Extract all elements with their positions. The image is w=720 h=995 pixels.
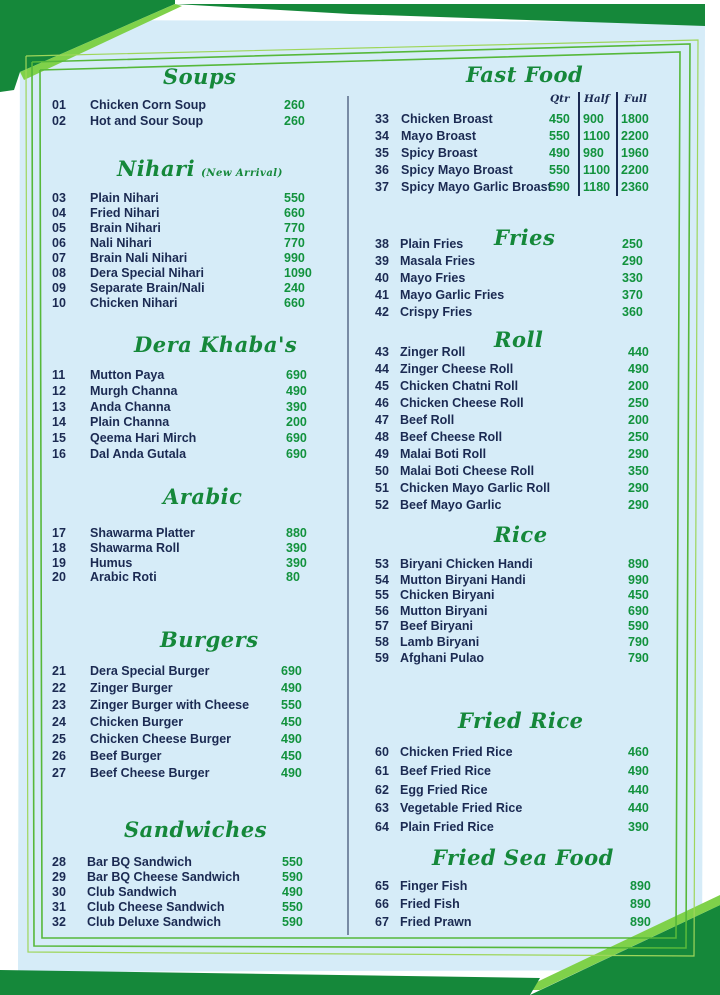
menu-item	[0, 635, 720, 651]
menu-item	[0, 254, 720, 270]
item-name: Chicken Mayo Garlic Roll	[400, 481, 551, 495]
item-number: 15	[52, 431, 66, 446]
price-column-header: Full	[624, 93, 647, 105]
item-number: 30	[52, 885, 66, 899]
item-price-half: 1100	[583, 163, 611, 177]
item-number: 44	[375, 362, 389, 376]
item-price: 890	[630, 879, 651, 893]
item-price: 390	[286, 399, 307, 414]
item-name: Chicken Nihari	[90, 296, 178, 310]
item-name: Hot and Sour Soup	[90, 113, 204, 128]
item-price: 550	[282, 900, 303, 914]
item-price: 290	[628, 447, 649, 461]
item-price: 260	[284, 98, 305, 112]
item-price: 490	[281, 766, 302, 780]
menu-item	[0, 915, 720, 931]
item-price: 440	[628, 782, 649, 797]
item-name: Plain Fries	[400, 237, 464, 251]
item-price-half: 980	[583, 146, 604, 160]
item-number: 27	[52, 766, 66, 780]
item-price-half: 1100	[583, 129, 611, 143]
menu-item	[0, 413, 720, 429]
menu-item	[0, 619, 720, 635]
item-price: 990	[284, 251, 305, 265]
item-name: Chicken Chatni Roll	[400, 379, 519, 393]
item-number: 54	[375, 572, 389, 587]
item-number: 20	[52, 570, 66, 585]
item-number: 16	[52, 447, 66, 461]
item-name: Plain Fried Rice	[400, 820, 494, 835]
item-price: 660	[284, 206, 305, 220]
section-heading-title: Fried Sea Food	[432, 845, 614, 870]
item-price: 490	[281, 681, 302, 695]
item-name: Brain Nali Nihari	[90, 251, 188, 265]
item-price: 690	[286, 368, 307, 382]
item-number: 47	[375, 413, 389, 427]
item-number: 19	[52, 555, 66, 570]
item-number: 55	[375, 588, 389, 603]
item-price: 250	[622, 237, 643, 251]
item-number: 22	[52, 681, 66, 695]
menu-item	[0, 345, 720, 361]
section-heading	[458, 708, 584, 733]
section-heading-title: Burgers	[160, 627, 259, 652]
item-price: 490	[628, 763, 649, 778]
item-name: Crispy Fries	[400, 305, 473, 319]
menu-item	[0, 557, 720, 573]
item-price-qtr: 550	[549, 163, 570, 177]
item-number: 50	[375, 464, 389, 478]
item-price: 590	[282, 915, 303, 929]
item-number: 11	[52, 368, 66, 382]
item-name: Fried Prawn	[400, 915, 472, 929]
item-price: 350	[628, 464, 649, 478]
item-number: 09	[52, 281, 66, 295]
item-name: Dera Special Burger	[90, 664, 210, 678]
item-name: Vegetable Fried Rice	[400, 801, 523, 816]
menu-item	[0, 146, 720, 162]
menu-item	[0, 715, 720, 731]
item-price: 200	[628, 379, 649, 393]
item-name: Club Deluxe Sandwich	[87, 915, 222, 929]
item-name: Fried Nihari	[90, 206, 160, 220]
item-name: Afghani Pulao	[400, 650, 485, 665]
item-price: 390	[286, 540, 307, 555]
item-number: 02	[52, 113, 66, 128]
item-price: 450	[281, 749, 302, 763]
section-heading-title: Soups	[163, 64, 237, 89]
item-number: 06	[52, 236, 66, 250]
item-price: 390	[286, 555, 307, 570]
section-heading	[466, 62, 583, 87]
item-price: 890	[630, 897, 651, 911]
item-name: Mutton Paya	[90, 368, 165, 382]
item-number: 52	[375, 498, 389, 512]
item-price: 490	[281, 732, 302, 746]
item-number: 56	[375, 603, 389, 618]
item-price: 790	[628, 635, 649, 649]
item-name: Beef Roll	[400, 413, 455, 427]
menu-item	[0, 180, 720, 196]
item-number: 57	[375, 619, 389, 634]
item-price: 290	[628, 481, 649, 495]
item-name: Arabic Roti	[90, 570, 157, 585]
item-price: 440	[628, 345, 649, 359]
item-number: 17	[52, 526, 66, 540]
item-name: Shawarma Platter	[90, 526, 195, 540]
menu-item	[0, 112, 720, 128]
item-name: Beef Cheese Roll	[400, 430, 503, 444]
item-price: 260	[284, 113, 305, 128]
menu-item	[0, 588, 720, 604]
item-number: 03	[52, 191, 66, 205]
item-price: 770	[284, 236, 305, 250]
item-name: Brain Nihari	[90, 221, 161, 235]
menu-item	[0, 221, 720, 237]
item-price: 590	[628, 619, 649, 634]
item-price: 550	[282, 855, 303, 869]
item-price: 660	[284, 296, 305, 310]
item-number: 28	[52, 855, 66, 869]
section-heading-title: Sandwiches	[124, 817, 268, 842]
price-column-header: Qtr	[550, 93, 570, 105]
item-price: 360	[622, 305, 643, 319]
section-heading-title: Roll	[494, 327, 544, 352]
price-column-header: Half	[584, 93, 610, 105]
item-name: Beef Burger	[90, 749, 162, 763]
item-name: Malai Boti Roll	[400, 447, 487, 461]
item-price: 200	[628, 413, 649, 427]
item-number: 04	[52, 206, 66, 220]
item-name: Club Sandwich	[87, 885, 177, 899]
item-price: 490	[286, 383, 307, 398]
item-number: 64	[375, 820, 389, 835]
item-price: 200	[286, 415, 307, 430]
menu-item	[0, 396, 720, 412]
item-number: 24	[52, 715, 66, 729]
item-name: Chicken Cheese Burger	[90, 732, 232, 746]
item-name: Mutton Biryani Handi	[400, 572, 526, 587]
item-name: Biryani Chicken Handi	[400, 557, 533, 571]
item-name: Zinger Burger	[90, 681, 173, 695]
item-price: 370	[622, 288, 643, 302]
item-price: 550	[284, 191, 305, 205]
item-name: Chicken Burger	[90, 715, 184, 729]
item-price: 440	[628, 801, 649, 816]
section-heading-title: Fries	[494, 225, 556, 250]
item-name: Spicy Broast	[401, 146, 478, 160]
item-price: 890	[630, 915, 651, 929]
menu-item	[0, 541, 720, 557]
menu-item	[0, 573, 720, 589]
item-price: 550	[281, 698, 302, 712]
menu-item	[0, 897, 720, 913]
item-price: 990	[628, 572, 649, 587]
item-price-half: 900	[583, 112, 604, 126]
item-name: Finger Fish	[400, 879, 468, 893]
item-number: 35	[375, 146, 389, 160]
section-heading-title: Fast Food	[466, 62, 584, 87]
item-price: 890	[628, 557, 649, 571]
item-name: Egg Fried Rice	[400, 782, 488, 797]
item-name: Mayo Fries	[400, 271, 466, 285]
item-price: 790	[628, 650, 649, 665]
item-name: Fried Fish	[400, 897, 460, 911]
item-name: Humus	[90, 555, 133, 570]
item-name: Separate Brain/Nali	[90, 281, 205, 295]
menu-item	[0, 305, 720, 321]
section-heading-title: Nihari	[117, 156, 196, 181]
item-number: 58	[375, 635, 389, 649]
menu-item	[0, 362, 720, 378]
item-number: 53	[375, 557, 389, 571]
menu-item	[0, 783, 720, 799]
item-price-full: 2360	[621, 180, 649, 194]
item-number: 46	[375, 396, 389, 410]
menu-item	[0, 430, 720, 446]
item-price: 250	[628, 396, 649, 410]
item-name: Mutton Biryani	[400, 603, 488, 618]
item-name: Bar BQ Cheese Sandwich	[87, 870, 240, 884]
item-name: Chicken Fried Rice	[400, 745, 513, 759]
item-name: Chicken Cheese Roll	[400, 396, 524, 410]
item-name: Shawarma Roll	[90, 540, 180, 555]
item-name: Anda Channa	[90, 399, 171, 414]
item-number: 18	[52, 540, 66, 555]
menu-item	[0, 237, 720, 253]
item-number: 01	[52, 98, 66, 112]
menu-item	[0, 379, 720, 395]
item-number: 61	[375, 763, 389, 778]
item-price: 450	[281, 715, 302, 729]
item-price: 690	[286, 431, 307, 446]
section-heading-title: Fried Rice	[458, 708, 584, 733]
item-price: 490	[282, 885, 303, 899]
item-price: 390	[628, 820, 649, 835]
item-number: 32	[52, 915, 66, 929]
item-number: 48	[375, 430, 389, 444]
item-number: 12	[52, 383, 66, 398]
item-number: 10	[52, 296, 66, 310]
item-name: Malai Boti Cheese Roll	[400, 464, 535, 478]
item-number: 05	[52, 221, 66, 235]
item-number: 23	[52, 698, 66, 712]
item-number: 31	[52, 900, 66, 914]
item-number: 65	[375, 879, 389, 893]
item-name: Club Cheese Sandwich	[87, 900, 225, 914]
section-heading	[494, 522, 548, 547]
item-price-qtr: 550	[549, 129, 570, 143]
item-number: 34	[375, 129, 389, 143]
item-number: 41	[375, 288, 389, 302]
item-name: Plain Channa	[90, 415, 170, 430]
item-number: 42	[375, 305, 389, 319]
item-price: 770	[284, 221, 305, 235]
item-price-half: 1180	[583, 180, 611, 194]
item-number: 66	[375, 897, 389, 911]
item-number: 37	[375, 180, 389, 194]
menu-item	[0, 271, 720, 287]
item-number: 25	[52, 732, 66, 746]
item-price-full: 1960	[621, 146, 649, 160]
item-name: Beef Biryani	[400, 619, 473, 634]
item-price: 590	[282, 870, 303, 884]
section-heading-subtitle: (New Arrival)	[201, 168, 283, 179]
item-number: 40	[375, 271, 389, 285]
menu-item	[0, 879, 720, 895]
item-number: 07	[52, 251, 66, 265]
section-heading-title: Arabic	[163, 484, 243, 509]
item-number: 08	[52, 266, 66, 280]
item-name: Chicken Broast	[401, 112, 493, 126]
item-number: 39	[375, 254, 389, 268]
item-name: Spicy Mayo Garlic Broast	[401, 180, 552, 194]
menu-item	[0, 526, 720, 542]
item-number: 62	[375, 782, 389, 797]
item-price-full: 1800	[621, 112, 649, 126]
item-name: Bar BQ Sandwich	[87, 855, 192, 869]
item-number: 45	[375, 379, 389, 393]
item-name: Spicy Mayo Broast	[401, 163, 513, 177]
item-number: 29	[52, 870, 66, 884]
menu-item	[0, 801, 720, 817]
item-number: 38	[375, 237, 389, 251]
item-name: Zinger Cheese Roll	[400, 362, 514, 376]
item-name: Nali Nihari	[90, 236, 152, 250]
item-name: Beef Fried Rice	[400, 763, 492, 778]
item-name: Chicken Corn Soup	[90, 98, 206, 112]
item-price-qtr: 450	[549, 112, 570, 126]
item-price-qtr: 490	[549, 146, 570, 160]
menu-item	[0, 464, 720, 480]
item-number: 21	[52, 664, 66, 678]
menu-item	[0, 681, 720, 697]
item-name: Dera Special Nihari	[90, 266, 204, 280]
menu-item	[0, 481, 720, 497]
item-number: 49	[375, 447, 389, 461]
item-price: 290	[622, 254, 643, 268]
item-price: 250	[628, 430, 649, 444]
menu-item	[0, 163, 720, 179]
item-name: Plain Nihari	[90, 191, 159, 205]
menu-item	[0, 604, 720, 620]
item-name: Lamb Biryani	[400, 635, 480, 649]
section-heading-title: Dera Khaba's	[134, 332, 298, 357]
item-price: 490	[628, 362, 649, 376]
item-name: Beef Mayo Garlic	[400, 498, 502, 512]
item-price-qtr: 590	[549, 180, 570, 194]
item-name: Zinger Burger with Cheese	[90, 698, 250, 712]
item-price: 1090	[284, 266, 312, 280]
item-price: 880	[286, 526, 307, 540]
item-price: 690	[281, 664, 302, 678]
menu-item	[0, 698, 720, 714]
item-price: 240	[284, 281, 305, 295]
item-price: 290	[628, 498, 649, 512]
menu-item	[0, 206, 720, 222]
menu-item	[0, 447, 720, 463]
item-name: Zinger Roll	[400, 345, 466, 359]
item-number: 13	[52, 399, 66, 414]
section-heading	[432, 845, 614, 870]
item-number: 51	[375, 481, 389, 495]
item-name: Mayo Garlic Fries	[400, 288, 505, 302]
item-price: 690	[286, 447, 307, 461]
item-number: 43	[375, 345, 389, 359]
item-name: Chicken Biryani	[400, 588, 495, 603]
item-name: Mayo Broast	[401, 129, 477, 143]
item-name: Beef Cheese Burger	[90, 766, 210, 780]
item-price: 80	[286, 570, 300, 585]
item-number: 14	[52, 415, 66, 430]
item-name: Masala Fries	[400, 254, 476, 268]
item-price: 450	[628, 588, 649, 603]
item-price-full: 2200	[621, 163, 649, 177]
item-name: Qeema Hari Mirch	[90, 431, 197, 446]
menu-item	[0, 745, 720, 761]
item-number: 36	[375, 163, 389, 177]
item-price: 690	[628, 603, 649, 618]
section-heading-title: Rice	[494, 522, 548, 547]
menu-item	[0, 498, 720, 514]
menu-item	[0, 764, 720, 780]
section-heading	[163, 64, 236, 89]
item-name: Dal Anda Gutala	[90, 447, 187, 461]
menu-item	[0, 651, 720, 667]
item-number: 67	[375, 915, 389, 929]
menu-item	[0, 820, 720, 836]
item-number: 59	[375, 650, 389, 665]
item-name: Murgh Channa	[90, 383, 178, 398]
item-price-full: 2200	[621, 129, 649, 143]
item-number: 33	[375, 112, 389, 126]
menu-item	[0, 288, 720, 304]
item-number: 60	[375, 745, 389, 759]
item-number: 26	[52, 749, 66, 763]
menu-item	[0, 129, 720, 145]
item-price: 460	[628, 745, 649, 759]
item-number: 63	[375, 801, 389, 816]
item-price: 330	[622, 271, 643, 285]
